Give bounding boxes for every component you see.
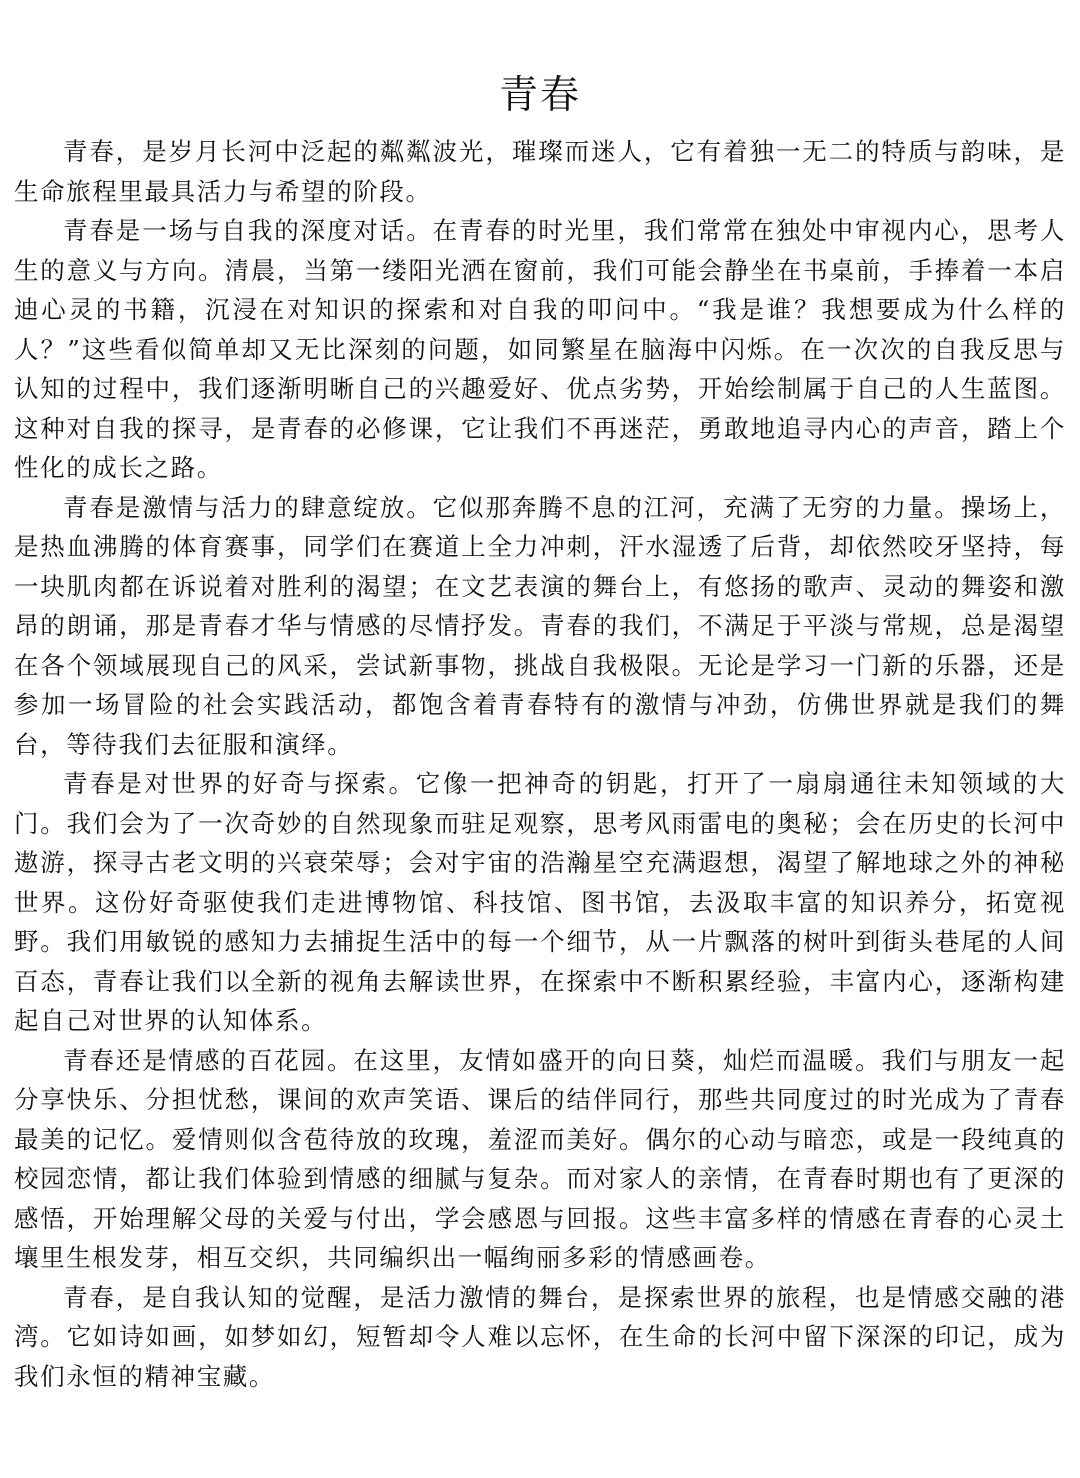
paragraph-self-dialogue: 青春是一场与自我的深度对话。在青春的时光里，我们常常在独处中审视内心，思考人生的意义与方向。清晨，当第一缕阳光洒在窗前，我们可能会静坐在书桌前，手捧着一本启迪心灵的书籍，沉浸在对知识的探索和对自我的叩问中。“我是谁？我想要成为什么样的人？”这些看似简单却又无比深刻的问题，如同繁星在脑海中闪烁。在一次次的自我反思与认知的过程中，我们逐渐明晰自己的兴趣爱好、优点劣势，开始绘制属于自己的人生蓝图。这种对自我的探寻，是青春的必修课，它让我们不再迷茫，勇敢地追寻内心的声音，踏上个性化的成长之路。 bbox=[14, 216, 1066, 482]
paragraph-intro: 青春，是岁月长河中泛起的粼粼波光，璀璨而迷人，它有着独一无二的特质与韵味，是生命旅程里最具活力与希望的阶段。 bbox=[14, 137, 1066, 206]
paragraph-curiosity-exploration: 青春是对世界的好奇与探索。它像一把神奇的钥匙，打开了一扇扇通往未知领域的大门。我们会为了一次奇妙的自然现象而驻足观察，思考风雨雷电的奥秘；会在历史的长河中遨游，探寻古老文明的兴衰荣辱；会对宇宙的浩瀚星空充满遐想，渴望了解地球之外的神秘世界。这份好奇驱使我们走进博物馆、科技馆、图书馆，去汲取丰富的知识养分，拓宽视野。我们用敏锐的感知力去捕捉生活中的每一个细节，从一片飘落的树叶到街头巷尾的人间百态，青春让我们以全新的视角去解读世界，在探索中不断积累经验，丰富内心，逐渐构建起自己对世界的认知体系。 bbox=[14, 769, 1066, 1035]
paragraph-emotions: 青春还是情感的百花园。在这里，友情如盛开的向日葵，灿烂而温暖。我们与朋友一起分享快乐、分担忧愁，课间的欢声笑语、课后的结伴同行，那些共同度过的时光成为了青春最美的记忆。爱情则似含苞待放的玫瑰，羞涩而美好。偶尔的心动与暗恋，或是一段纯真的校园恋情，都让我们体验到情感的细腻与复杂。而对家人的亲情，在青春时期也有了更深的感悟，开始理解父母的关爱与付出，学会感恩与回报。这些丰富多样的情感在青春的心灵土壤里生根发芽，相互交织，共同编织出一幅绚丽多彩的情感画卷。 bbox=[14, 1045, 1066, 1272]
document-page bbox=[14, 68, 1066, 1396]
paragraph-conclusion: 青春，是自我认知的觉醒，是活力激情的舞台，是探索世界的旅程，也是情感交融的港湾。它如诗如画，如梦如幻，短暂却令人难以忘怀，在生命的长河中留下深深的印记，成为我们永恒的精神宝藏。 bbox=[14, 1282, 1066, 1391]
paragraph-passion-vitality: 青春是激情与活力的肆意绽放。它似那奔腾不息的江河，充满了无穷的力量。操场上，是热血沸腾的体育赛事，同学们在赛道上全力冲刺，汗水湿透了后背，却依然咬牙坚持，每一块肌肉都在诉说着对胜利的渴望；在文艺表演的舞台上，有悠扬的歌声、灵动的舞姿和激昂的朗诵，那是青春才华与情感的尽情抒发。青春的我们，不满足于平淡与常规，总是渴望在各个领域展现自己的风采，尝试新事物，挑战自我极限。无论是学习一门新的乐器，还是参加一场冒险的社会实践活动，都饱含着青春特有的激情与冲劲，仿佛世界就是我们的舞台，等待我们去征服和演绎。 bbox=[14, 492, 1066, 759]
document-title: 青春 bbox=[498, 73, 581, 118]
